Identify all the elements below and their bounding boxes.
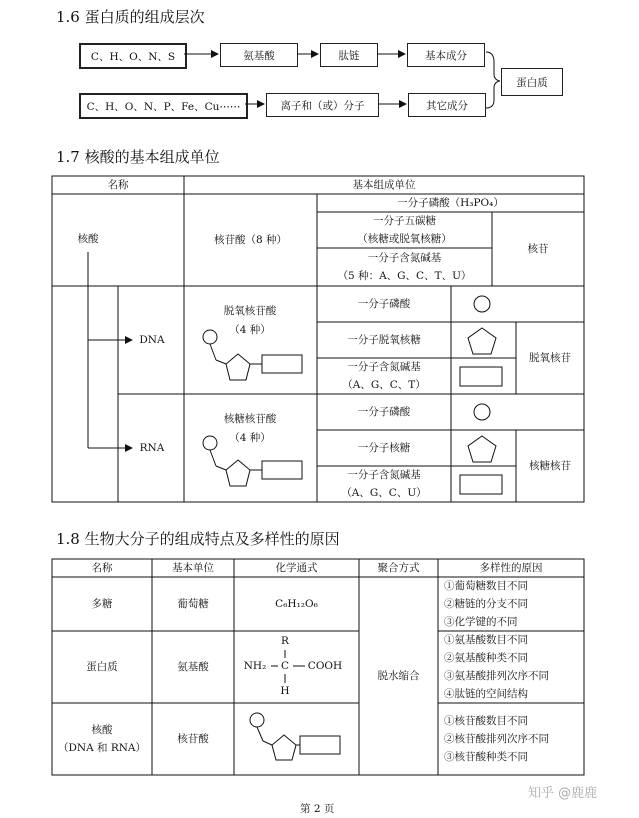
other-component-box: 其它成分 (408, 93, 486, 117)
elements-box-2: C、H、O、N、P、Fe、Cu⋯⋯ (79, 93, 248, 119)
rna-label: RNA (139, 442, 165, 454)
polymerization-label: 脱水缩合 (377, 670, 420, 682)
nucleotide-label: 核苷酸（8 种） (213, 234, 288, 246)
dna-base-shape (460, 367, 502, 386)
rna-unit-count: （4 种） (229, 432, 271, 444)
rna-base-shape (460, 475, 502, 494)
dna-base-line1: 一分子含氮碱基 (347, 361, 421, 373)
rna-right-label: 核糖核苷 (529, 460, 571, 472)
dna-unit-count: （4 种） (229, 324, 271, 336)
amino-acid-box: 氨基酸 (220, 43, 298, 67)
dna-sugar: 一分子脱氧核糖 (347, 334, 421, 346)
nucleoside-label: 核苷 (527, 243, 549, 255)
dna-base-line2: （A、G、C、T） (342, 379, 426, 391)
base-part-line2: （5 种：A、G、C、T、U） (337, 270, 472, 282)
reason-item: ②糖链的分支不同 (444, 598, 528, 610)
rna-sugar: 一分子核糖 (357, 442, 411, 454)
phosphate-part: 一分子磷酸（H₃PO₄） (397, 197, 504, 209)
rna-unit-label: 核糖核苷酸 (223, 413, 277, 425)
row-polysaccharide-unit: 葡萄糖 (177, 598, 209, 610)
t3-head-formula: 化学通式 (275, 562, 318, 574)
brace (486, 52, 500, 108)
dna-right-label: 脱氧核苷 (529, 352, 571, 364)
ions-box: 离子和（或）分子 (266, 93, 379, 117)
reason-item: ③化学键的不同 (444, 616, 518, 628)
rna-sugar-shape (468, 436, 496, 462)
dna-phosphate-shape (474, 296, 490, 312)
watermark: 知乎 @鹿鹿 (528, 786, 598, 801)
aa-h: H (280, 685, 290, 697)
t3-nucleotide-diagram (250, 713, 340, 760)
row-nucleic-name-line2: （DNA 和 RNA） (57, 742, 147, 754)
dna-unit-label: 脱氧核苷酸 (223, 305, 277, 317)
rna-base-line2: （A、G、C、U） (341, 487, 427, 499)
row-protein-unit: 氨基酸 (177, 661, 209, 673)
protein-box: 蛋白质 (501, 68, 563, 96)
elements-box-1: C、H、O、N、S (79, 43, 187, 69)
t3-head-polymer: 聚合方式 (377, 562, 420, 574)
table-1-8-grid (52, 559, 584, 775)
aa-nh2: NH₂ (243, 660, 267, 672)
base-part-line1: 一分子含氮碱基 (367, 252, 442, 264)
s16-arrows (184, 54, 406, 104)
dna-nucleotide-diagram (203, 330, 302, 380)
row-protein-name: 蛋白质 (86, 661, 118, 673)
dna-sugar-shape (468, 328, 496, 354)
reason-item: ②氨基酸种类不同 (444, 652, 528, 664)
aa-c: C (280, 660, 290, 672)
basic-component-box: 基本成分 (407, 43, 485, 67)
t3-head-unit: 基本单位 (172, 562, 214, 574)
reason-item: ①氨基酸数目不同 (444, 634, 528, 646)
peptide-box: 肽链 (320, 43, 378, 67)
reason-item: ③氨基酸排列次序不同 (444, 670, 549, 682)
section-1-6-title: 1.6 蛋白质的组成层次 (56, 8, 205, 26)
t3-head-reason: 多样性的原因 (479, 562, 543, 574)
header-name: 名称 (107, 179, 129, 191)
page-number: 第 2 页 (300, 803, 335, 815)
section-1-8-title: 1.8 生物大分子的组成特点及多样性的原因 (56, 530, 340, 548)
aa-bonds (271, 650, 305, 683)
row-polysaccharide-name: 多糖 (91, 598, 113, 610)
tree-lines (88, 252, 132, 448)
dna-phosphate: 一分子磷酸 (357, 298, 411, 310)
dna-label: DNA (139, 334, 165, 346)
sugar-part-line2: （核糖或脱氧核糖） (357, 233, 452, 245)
reason-item: ②核苷酸排列次序不同 (444, 733, 549, 745)
header-unit: 基本组成单位 (352, 179, 416, 191)
aa-r: R (281, 635, 289, 647)
aa-cooh: COOH (307, 660, 343, 672)
row-polysaccharide-formula: C₆H₁₂O₆ (275, 598, 318, 610)
table-1-7-grid (52, 176, 584, 502)
row-nucleic-name-line1: 核酸 (91, 724, 113, 736)
reason-item: ①葡萄糖数目不同 (444, 580, 528, 592)
rna-phosphate: 一分子磷酸 (357, 406, 411, 418)
t3-head-name: 名称 (91, 562, 113, 574)
reason-item: ①核苷酸数目不同 (444, 715, 528, 727)
rna-nucleotide-diagram (203, 436, 302, 486)
nucleic-acid-label: 核酸 (77, 233, 99, 245)
section-1-7-title: 1.7 核酸的基本组成单位 (56, 148, 220, 166)
row-nucleic-unit: 核苷酸 (177, 733, 209, 745)
rna-base-line1: 一分子含氮碱基 (347, 469, 421, 481)
reason-item: ③核苷酸种类不同 (444, 751, 528, 763)
reason-item: ④肽链的空间结构 (444, 688, 528, 700)
sugar-part-line1: 一分子五碳糖 (373, 215, 436, 227)
rna-phosphate-shape (474, 404, 490, 420)
